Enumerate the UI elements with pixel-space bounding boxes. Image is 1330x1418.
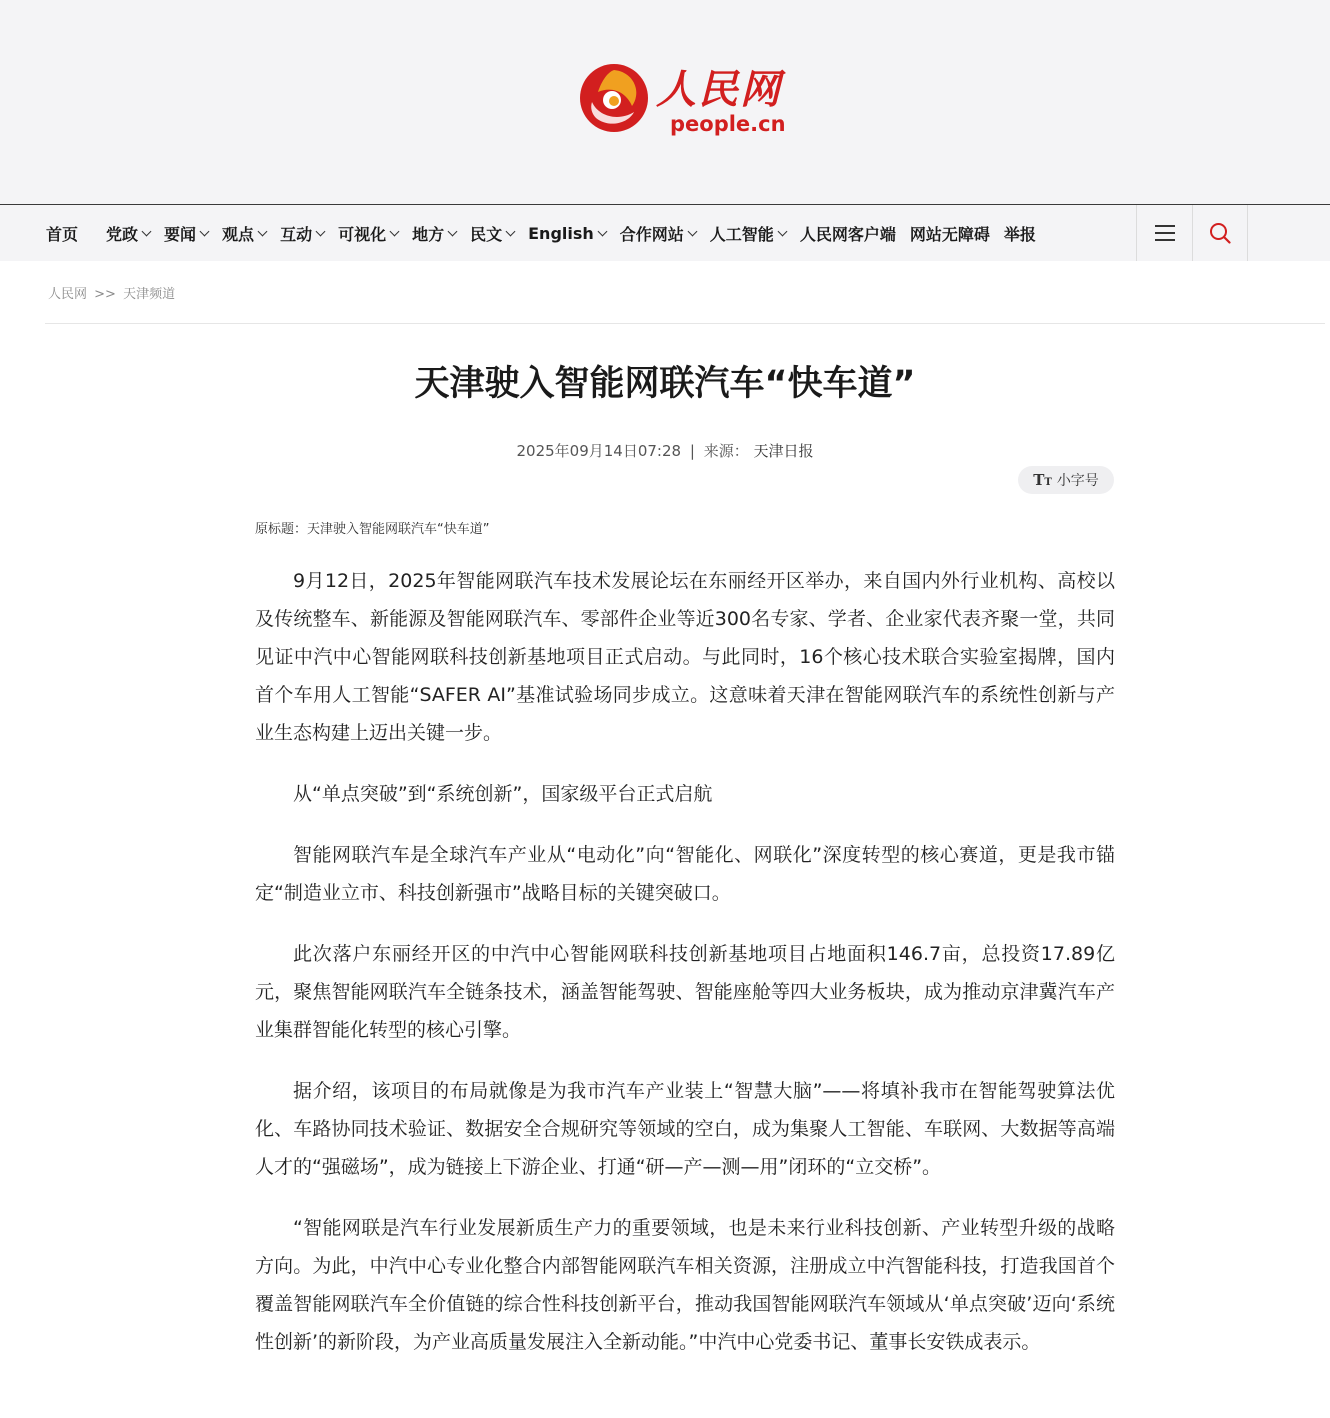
font-size-toggle-button[interactable] <box>1018 466 1114 494</box>
nav-item-4[interactable] <box>280 222 324 245</box>
main-nav <box>0 204 1330 261</box>
nav-item-label: 观点 <box>222 224 255 244</box>
nav-item-3[interactable] <box>222 222 266 245</box>
nav-item-label: 人民网客户端 <box>799 224 896 244</box>
chevron-down-icon <box>142 226 152 236</box>
site-logo[interactable] <box>578 58 798 138</box>
nav-item-2[interactable] <box>164 222 208 245</box>
chevron-down-icon <box>687 226 697 236</box>
nav-item-label: 首页 <box>46 224 79 244</box>
nav-item-label: 网站无障碍 <box>909 224 990 244</box>
article-paragraph: 从“单点突破”到“系统创新”，国家级平台正式启航 <box>293 783 713 805</box>
article-paragraph: 9月12日，2025年智能网联汽车技术发展论坛在东丽经开区举办，来自国内外行业机构、高校以及传统整车、新能源及智能网联汽车、零部件企业等近300名专家、学者、企业家代表齐聚一堂，共同见证中汽中心智能网联科技创新基地项目正式启动。与此同时，16个核心技术联合实验室揭牌，国内首个车用人工智能“SAFER AI”基准试验场同步成立。这意味着天津在智能网联汽车的系统性创新与产业生态构建上迈出关键一步。 <box>255 570 1115 744</box>
source-link[interactable]: 天津日报 <box>753 442 814 460</box>
original-title: 原标题：天津驶入智能网联汽车“快车道” <box>255 522 490 537</box>
text-size-icon: TT <box>1033 471 1052 489</box>
logo-chinese-text: 人民网 <box>656 66 782 113</box>
source-label: 来源： <box>703 442 749 460</box>
nav-item-11[interactable] <box>800 222 896 245</box>
menu-icon <box>1154 224 1176 242</box>
article-title: 天津驶入智能网联汽车“快车道” <box>414 364 916 404</box>
font-size-toggle-label: 小字号 <box>1056 473 1099 489</box>
chevron-down-icon <box>597 226 607 236</box>
breadcrumb-home-link[interactable]: 人民网 <box>48 287 88 302</box>
article-datetime: 2025年09月14日07:28 <box>516 442 682 460</box>
article-paragraph: “智能网联是汽车行业发展新质生产力的重要领域，也是未来行业科技创新、产业转型升级的战略方向。为此，中汽中心专业化整合内部智能网联汽车相关资源，注册成立中汽智能科技，打造我国首个覆盖智能网联汽车全价值链的综合性科技创新平台，推动我国智能网联汽车领域从‘单点突破’迈向‘系统性创新’的新阶段，为产业高质量发展注入全新动能。”中汽中心党委书记、董事长安铁成表示。 <box>255 1217 1115 1353</box>
nav-items <box>46 205 1050 261</box>
nav-item-label: 党政 <box>106 224 139 244</box>
search-icon <box>1209 222 1231 244</box>
nav-item-label: 要闻 <box>164 224 197 244</box>
nav-item-9[interactable] <box>620 222 696 245</box>
nav-item-8[interactable] <box>528 224 606 243</box>
header-banner <box>0 0 1330 204</box>
nav-item-label: English <box>528 223 594 243</box>
breadcrumb-divider <box>45 323 1325 324</box>
chevron-down-icon <box>777 226 787 236</box>
logo-swirl-icon <box>578 62 650 134</box>
chevron-down-icon <box>506 226 516 236</box>
nav-item-label: 举报 <box>1003 224 1036 244</box>
article-paragraph: 此次落户东丽经开区的中汽中心智能网联科技创新基地项目占地面积146.7亩，总投资17.89亿元，聚焦智能网联汽车全链条技术，涵盖智能驾驶、智能座舱等四大业务板块，成为推动京津冀汽车产业集群智能化转型的核心引擎。 <box>255 943 1115 1041</box>
chevron-down-icon <box>258 226 268 236</box>
nav-item-label: 民文 <box>470 224 503 244</box>
nav-item-7[interactable] <box>470 222 514 245</box>
breadcrumb <box>48 283 175 302</box>
nav-item-13[interactable] <box>1004 222 1036 245</box>
nav-item-12[interactable] <box>910 222 990 245</box>
nav-item-label: 人工智能 <box>709 224 774 244</box>
nav-item-5[interactable] <box>338 222 398 245</box>
nav-item-label: 合作网站 <box>619 224 684 244</box>
chevron-down-icon <box>390 226 400 236</box>
nav-item-0[interactable] <box>46 222 78 245</box>
nav-item-label: 互动 <box>280 224 313 244</box>
nav-item-6[interactable] <box>412 222 456 245</box>
article-meta <box>0 440 1330 461</box>
article-body <box>255 562 1115 1384</box>
breadcrumb-channel-link[interactable]: 天津频道 <box>123 287 176 302</box>
menu-button[interactable] <box>1136 205 1192 261</box>
nav-item-10[interactable] <box>710 222 786 245</box>
nav-item-label: 地方 <box>412 224 445 244</box>
breadcrumb-separator: >> <box>94 287 116 302</box>
nav-item-label: 可视化 <box>338 224 387 244</box>
article-paragraph: 据介绍，该项目的布局就像是为我市汽车产业装上“智慧大脑”——将填补我市在智能驾驶算法优化、车路协同技术验证、数据安全合规研究等领域的空白，成为集聚人工智能、车联网、大数据等高端人才的“强磁场”，成为链接上下游企业、打通“研—产—测—用”闭环的“立交桥”。 <box>255 1080 1115 1178</box>
search-button[interactable] <box>1192 205 1248 261</box>
meta-separator: | <box>689 442 695 460</box>
article-paragraph: 智能网联汽车是全球汽车产业从“电动化”向“智能化、网联化”深度转型的核心赛道，更是我市锚定“制造业立市、科技创新强市”战略目标的关键突破口。 <box>255 844 1115 904</box>
chevron-down-icon <box>200 226 210 236</box>
chevron-down-icon <box>316 226 326 236</box>
logo-english-text: people.cn <box>670 112 786 136</box>
nav-item-1[interactable] <box>106 222 150 245</box>
nav-tools <box>1136 205 1248 261</box>
chevron-down-icon <box>448 226 458 236</box>
